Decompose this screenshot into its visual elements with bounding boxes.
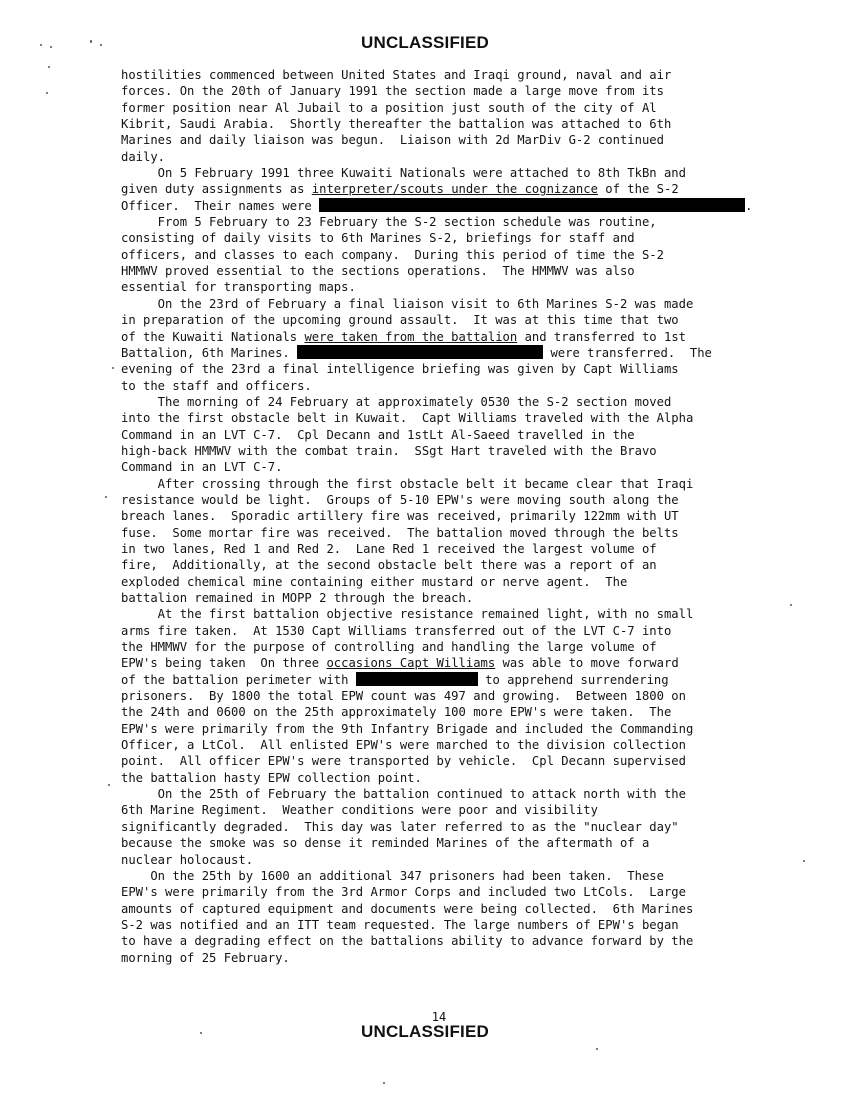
text-line: point. All officer EPW's were transported by vehicle. Cpl Decann supervised bbox=[121, 754, 686, 769]
text-line: fuse. Some mortar fire was received. The battalion moved through the belts bbox=[121, 525, 679, 540]
underlined-text: interpreter/scouts under the cognizance bbox=[311, 182, 598, 197]
text-segment: . bbox=[745, 198, 753, 213]
text-line: After crossing through the first obstacle belt it became clear that Iraqi bbox=[121, 476, 694, 491]
text-segment: EPW's being taken On three bbox=[121, 656, 327, 671]
text-line: daily. bbox=[121, 149, 166, 164]
text-line: significantly degraded. This day was later referred to as the "nuclear day" bbox=[121, 819, 679, 834]
text-line bbox=[121, 198, 781, 214]
scan-speck bbox=[200, 1032, 202, 1034]
text-line: On the 25th of February the battalion continued to attack north with the bbox=[121, 787, 686, 802]
text-line: the 24th and 0600 on the 25th approximately 100 more EPW's were taken. The bbox=[121, 705, 672, 720]
underlined-text: occasions Capt Williams bbox=[326, 656, 496, 671]
scan-speck bbox=[112, 367, 114, 369]
text-line: fire, Additionally, at the second obstacle belt there was a report of an bbox=[121, 558, 657, 573]
text-line: Marines and daily liaison was begun. Liaison with 2d MarDiv G-2 continued bbox=[121, 133, 664, 148]
text-line: On the 25th by 1600 an additional 347 prisoners had been taken. These bbox=[121, 868, 664, 883]
text-line: At the first battalion objective resistance remained light, with no small bbox=[121, 607, 694, 622]
text-segment: Officer. Their names were bbox=[121, 198, 320, 213]
text-line: morning of 25 February. bbox=[121, 950, 290, 965]
text-segment: of the S-2 bbox=[597, 182, 679, 197]
text-segment: to apprehend surrendering bbox=[477, 672, 669, 687]
underlined-text: were taken from the battalion bbox=[304, 329, 518, 344]
text-line: The morning of 24 February at approximately 0530 the S-2 section moved bbox=[121, 394, 672, 409]
text-line: the HMMWV for the purpose of controlling and handling the large volume of bbox=[121, 640, 657, 655]
text-line: forces. On the 20th of January 1991 the section made a large move from its bbox=[121, 84, 664, 99]
scan-speck bbox=[46, 92, 48, 94]
classification-header: UNCLASSIFIED bbox=[360, 33, 490, 52]
text-line: breach lanes. Sporadic artillery fire was received, primarily 122mm with UT bbox=[121, 509, 679, 524]
text-line: consisting of daily visits to 6th Marines S-2, briefings for staff and bbox=[121, 231, 635, 246]
text-line: to have a degrading effect on the battalions ability to advance forward by the bbox=[121, 934, 694, 949]
scan-speck bbox=[50, 46, 52, 48]
page-number: 14 bbox=[431, 1010, 447, 1024]
text-line: high-back HMMWV with the combat train. SSgt Hart traveled with the Bravo bbox=[121, 443, 657, 458]
text-segment: given duty assignments as bbox=[121, 182, 312, 197]
text-line: amounts of captured equipment and documents were being collected. 6th Marines bbox=[121, 901, 694, 916]
text-line bbox=[121, 181, 781, 197]
scan-speck bbox=[48, 66, 50, 68]
text-line: former position near Al Jubail to a position just south of the city of Al bbox=[121, 100, 657, 115]
scan-speck bbox=[100, 44, 102, 46]
text-line: On the 23rd of February a final liaison visit to 6th Marines S-2 was made bbox=[121, 296, 694, 311]
text-line: nuclear holocaust. bbox=[121, 852, 254, 867]
scan-speck bbox=[90, 40, 92, 43]
text-line: Kibrit, Saudi Arabia. Shortly thereafter the battalion was attached to 6th bbox=[121, 117, 672, 132]
text-line: On 5 February 1991 three Kuwaiti Nationals were attached to 8th TkBn and bbox=[121, 166, 686, 181]
text-segment: of the battalion perimeter with bbox=[121, 672, 356, 687]
text-line: in two lanes, Red 1 and Red 2. Lane Red 1 received the largest volume of bbox=[121, 541, 657, 556]
text-line: essential for transporting maps. bbox=[121, 280, 356, 295]
text-line: Officer, a LtCol. All enlisted EPW's were marched to the division collection bbox=[121, 738, 686, 753]
text-line: HMMWV proved essential to the sections operations. The HMMWV was also bbox=[121, 264, 635, 279]
text-segment: Battalion, 6th Marines. bbox=[121, 345, 298, 360]
text-line: because the smoke was so dense it reminded Marines of the aftermath of a bbox=[121, 836, 650, 851]
text-line bbox=[121, 655, 781, 671]
text-line bbox=[121, 329, 781, 345]
text-line: evening of the 23rd a final intelligence briefing was given by Capt Williams bbox=[121, 362, 679, 377]
text-line: S-2 was notified and an ITT team requested. The large numbers of EPW's began bbox=[121, 917, 679, 932]
classification-footer: UNCLASSIFIED bbox=[360, 1022, 490, 1041]
text-line: arms fire taken. At 1530 Capt Williams transferred out of the LVT C-7 into bbox=[121, 623, 672, 638]
document-body bbox=[121, 67, 781, 966]
redaction-bar bbox=[356, 672, 478, 686]
scan-speck bbox=[596, 1048, 598, 1050]
text-line: hostilities commenced between United States and Iraqi ground, naval and air bbox=[121, 68, 672, 82]
scan-speck bbox=[803, 860, 805, 862]
text-line: officers, and classes to each company. During this period of time the S-2 bbox=[121, 247, 664, 262]
text-line bbox=[121, 672, 781, 688]
redaction-bar bbox=[319, 198, 745, 212]
text-line: in preparation of the upcoming ground assault. It was at this time that two bbox=[121, 313, 679, 328]
text-segment: were transferred. The bbox=[543, 345, 712, 360]
text-line: resistance would be light. Groups of 5-10 EPW's were moving south along the bbox=[121, 492, 679, 507]
scan-speck bbox=[108, 784, 110, 786]
text-line: Command in an LVT C-7. bbox=[121, 460, 283, 475]
redaction-bar bbox=[297, 345, 543, 359]
text-line: exploded chemical mine containing either mustard or nerve agent. The bbox=[121, 574, 628, 589]
text-line: prisoners. By 1800 the total EPW count was 497 and growing. Between 1800 on bbox=[121, 689, 686, 704]
text-line: 6th Marine Regiment. Weather conditions were poor and visibility bbox=[121, 803, 598, 818]
text-line: EPW's were primarily from the 3rd Armor Corps and included two LtCols. Large bbox=[121, 885, 686, 900]
text-line: to the staff and officers. bbox=[121, 378, 312, 393]
text-segment: of the Kuwaiti Nationals bbox=[121, 329, 305, 344]
text-line: battalion remained in MOPP 2 through the breach. bbox=[121, 591, 474, 605]
text-line: into the first obstacle belt in Kuwait. Capt Williams traveled with the Alpha bbox=[121, 411, 694, 426]
text-line: From 5 February to 23 February the S-2 section schedule was routine, bbox=[121, 215, 657, 230]
text-line: Command in an LVT C-7. Cpl Decann and 1stLt Al-Saeed travelled in the bbox=[121, 427, 635, 442]
text-line: the battalion hasty EPW collection point. bbox=[121, 770, 422, 785]
scan-speck bbox=[383, 1082, 385, 1084]
text-line bbox=[121, 345, 781, 361]
scan-speck bbox=[105, 496, 107, 498]
text-segment: and transferred to 1st bbox=[517, 329, 686, 344]
scan-speck bbox=[790, 604, 792, 606]
text-segment: was able to move forward bbox=[495, 656, 679, 671]
scan-speck bbox=[40, 44, 42, 46]
text-line: EPW's were primarily from the 9th Infantry Brigade and included the Commanding bbox=[121, 721, 694, 736]
